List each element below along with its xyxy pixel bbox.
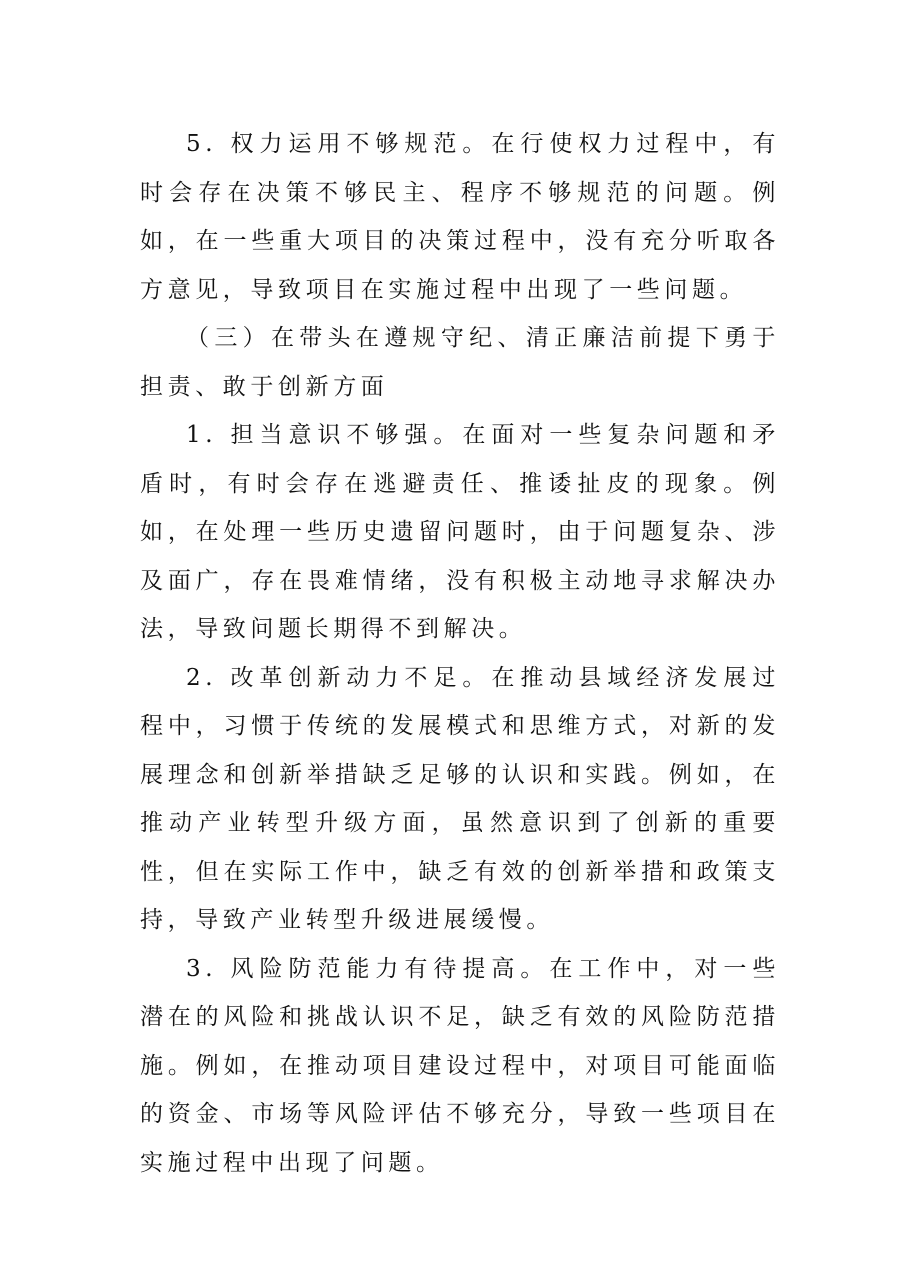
paragraph-item-3: 3. 风险防范能力有待提高。在工作中，对一些潜在的风险和挑战认识不足，缺乏有效的风险防范措施。例如，在推动项目建设过程中，对项目可能面临的资金、市场等风险评估不够充分，导致一些项目在实施过程中出现了问题。: [140, 955, 780, 1176]
document-body: [140, 120, 780, 1187]
paragraph-item-1: 1. 担当意识不够强。在面对一些复杂问题和矛盾时，有时会存在逃避责任、推诿扯皮的现象。例如，在处理一些历史遗留问题时，由于问题复杂、涉及面广，存在畏难情绪，没有积极主动地寻求解决办法，导致问题长期得不到解决。: [140, 422, 780, 642]
section-heading-3: （三）在带头在遵规守纪、清正廉洁前提下勇于担责、敢于创新方面: [140, 325, 780, 400]
paragraph-item-2: 2. 改革创新动力不足。在推动县域经济发展过程中，习惯于传统的发展模式和思维方式，对新的发展理念和创新举措缺乏足够的认识和实践。例如，在推动产业转型升级方面，虽然意识到了创新的重要性，但在实际工作中，缺乏有效的创新举措和政策支持，导致产业转型升级进展缓慢。: [140, 664, 780, 933]
paragraph-item-5: 5. 权力运用不够规范。在行使权力过程中，有时会存在决策不够民主、程序不够规范的问题。例如，在一些重大项目的决策过程中，没有充分听取各方意见，导致项目在实施过程中出现了一些问题。: [140, 131, 780, 303]
